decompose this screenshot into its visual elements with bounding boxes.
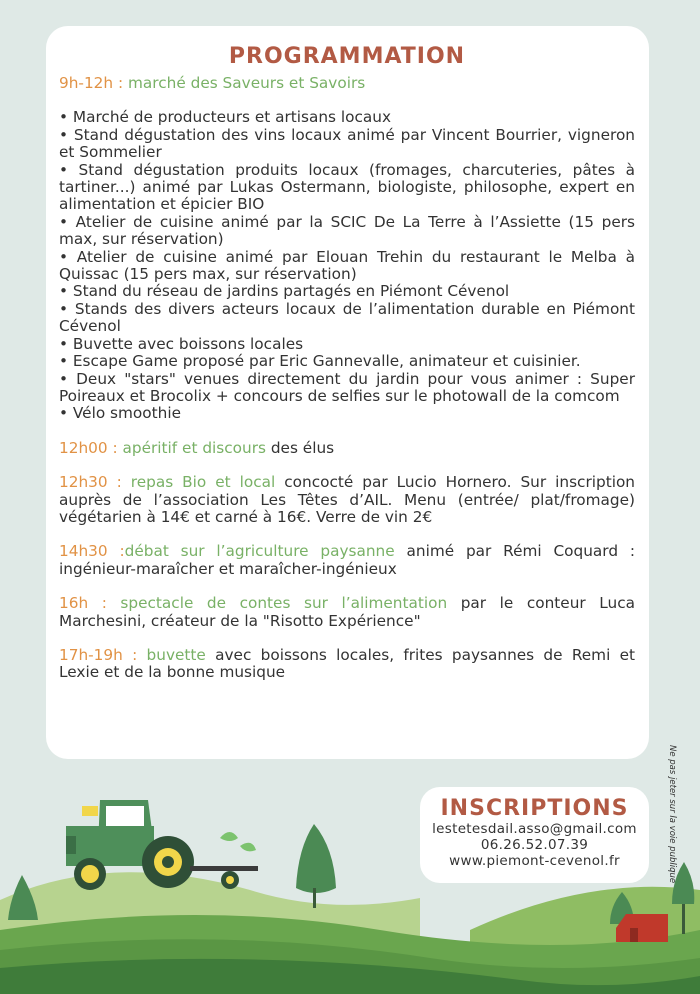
tree-icon <box>296 824 336 908</box>
lunch-event: repas Bio et local <box>130 473 276 492</box>
lunch-details: concocté par Lucio Hornero. Sur inscription auprès de l’association Les Têtes d’AIL. Menu (entrée/ plat/fromage) végétarien à 14€ et carné à 16€. Verre de vin 2€ <box>59 473 635 526</box>
morning-heading <box>59 75 635 92</box>
lunch-entry <box>59 474 635 526</box>
show-details: par le conteur Luca Marchesini, créateur de la "Risotto Expérience" <box>59 594 635 630</box>
morning-activities-list <box>59 109 635 422</box>
morning-time: 9h-12h : <box>59 74 128 92</box>
show-entry <box>59 595 635 630</box>
debate-entry <box>59 543 635 578</box>
show-event: spectacle de contes sur l’alimentation <box>120 594 448 613</box>
tractor-icon <box>66 800 258 890</box>
side-note: Ne pas jeter sur la voie publique <box>667 745 677 884</box>
noon-time: 12h00 : <box>59 438 123 457</box>
evening-time: 17h-19h : <box>59 645 147 664</box>
debate-event: débat sur l’agriculture paysanne <box>124 542 395 561</box>
website-link[interactable]: www.piemont-cevenol.fr <box>449 853 620 869</box>
list-item: • Vélo smoothie <box>59 404 181 423</box>
list-item: • Stand dégustation produits locaux (fromages, charcuteries, pâtes à tartiner...) animé par Lukas Ostermann, biologiste, philosophe, expert en alimentation et épicier BIO <box>59 160 635 214</box>
noon-entry <box>59 440 635 457</box>
inscriptions-card <box>420 787 649 883</box>
morning-event: marché des Saveurs et Savoirs <box>128 74 366 92</box>
noon-event: apéritif et discours <box>122 438 266 457</box>
list-item: • Buvette avec boissons locales <box>59 334 304 353</box>
contact-email[interactable]: lestetesdail.asso@gmail.com <box>432 821 637 837</box>
inscriptions-title: INSCRIPTIONS <box>440 796 629 821</box>
list-item: • Deux "stars" venues directement du jardin pour vous animer : Super Poireaux et Brocolix + concours de selfies sur le photowall de la comcom <box>59 369 635 405</box>
list-item: • Stand du réseau de jardins partagés en Piémont Cévenol <box>59 282 510 301</box>
list-item: • Atelier de cuisine animé par Elouan Trehin du restaurant le Melba à Quissac (15 pers max, sur réservation) <box>59 247 635 284</box>
evening-details: avec boissons locales, frites paysannes de Remi et Lexie et de la bonne musique <box>59 645 636 682</box>
debate-time: 14h30 : <box>59 542 125 561</box>
barn-icon <box>616 914 668 942</box>
evening-event: buvette <box>146 645 206 664</box>
list-item: • Atelier de cuisine animé par la SCIC De La Terre à l’Assiette (15 pers max, sur réservation) <box>59 212 635 249</box>
evening-entry <box>59 647 635 682</box>
lunch-time: 12h30 : <box>59 473 131 492</box>
show-time: 16h : <box>59 594 121 613</box>
noon-details: des élus <box>265 438 335 457</box>
list-item: • Stand dégustation des vins locaux animé par Vincent Bourrier, vigneron et Sommelier <box>59 125 635 162</box>
program-title: PROGRAMMATION <box>228 44 466 69</box>
list-item: • Marché de producteurs et artisans locaux <box>59 108 392 127</box>
program-card <box>46 26 649 759</box>
contact-phone[interactable]: 06.26.52.07.39 <box>480 837 589 853</box>
list-item: • Stands des divers acteurs locaux de l’alimentation durable en Piémont Cévenol <box>59 299 635 336</box>
debate-details: animé par Rémi Coquard : ingénieur-maraîcher et maraîcher-ingénieux <box>59 542 636 578</box>
list-item: • Escape Game proposé par Eric Gannevalle, animateur et cuisinier. <box>59 352 581 371</box>
